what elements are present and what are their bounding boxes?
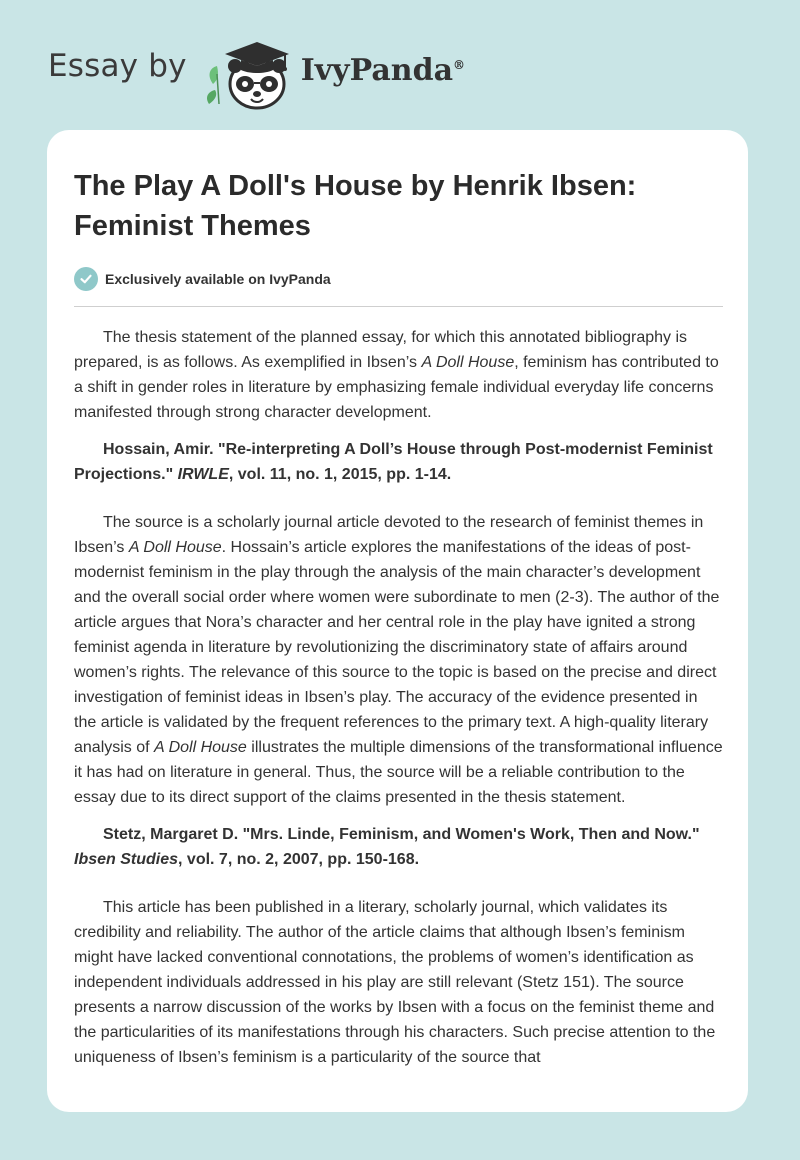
site-header [48, 34, 465, 110]
paragraph-hossain-annotation: The source is a scholarly journal article devoted to the research of feminist themes in Ibsen’s A Doll House. Hossain’s article explores the manifestations of the ideas of post-modernist feminism in the play through the analysis of the main character’s development and the overall social order where women were subordinate to men (2-3). The author of the article argues that Nora’s character and her central role in the play have ignited a strong feminist agenda in literature by revolutionizing the discriminatory state of affairs around women’s rights. The relevance of this source to the topic is based on the precise and direct investigation of feminist ideas in Ibsen’s play. The accuracy of the evidence presented in the article is validated by the frequent references to the primary text. A high-quality literary analysis of A Doll House illustrates the multiple dimensions of the transformational influence it has had on literature in general. Thus, the source will be a reliable contribution to the essay due to its direct support of the claims presented in the thesis statement. [74, 514, 723, 806]
panda-logo-icon[interactable] [205, 34, 297, 110]
essay-card [47, 130, 748, 1112]
citation-stetz: Stetz, Margaret D. "Mrs. Linde, Feminism, and Women's Work, Then and Now." Ibsen Studies, vol. 7, no. 2, 2007, pp. 150-168. [74, 826, 700, 868]
check-icon [74, 267, 98, 291]
exclusive-badge [74, 267, 722, 291]
essay-body [74, 325, 724, 1070]
brand-prefix: Essay by [48, 48, 187, 84]
page-title: The Play A Doll's House by Henrik Ibsen: Feminist Themes [74, 170, 637, 242]
paragraph-thesis: The thesis statement of the planned essay, for which this annotated bibliography is prepared, is as follows. As exemplified in Ibsen’s A Doll House, feminism has contributed to a shift in gender roles in literature by emphasizing female individual everyday life concerns manifested through strong character development. [74, 329, 719, 421]
paragraph-stetz-annotation: This article has been published in a literary, scholarly journal, which validates its credibility and reliability. The author of the article claims that although Ibsen’s feminism might have lacked conventional connotations, the problems of women’s identification as independent individuals addressed in his play are still relevant (Stetz 151). The source presents a narrow discussion of the works by Ibsen with a focus on the feminist theme and the particularities of its manifestations through his characters. Such precise attention to the uniqueness of Ibsen’s feminism is a particularity of the source that [74, 899, 716, 1066]
divider [74, 306, 723, 307]
badge-label: Exclusively available on IvyPanda [105, 271, 331, 287]
brand-name[interactable]: IvyPanda® [300, 52, 466, 88]
citation-hossain: Hossain, Amir. "Re-interpreting A Doll’s House through Post-modernist Feminist Projections." IRWLE, vol. 11, no. 1, 2015, pp. 1-14. [74, 441, 713, 483]
